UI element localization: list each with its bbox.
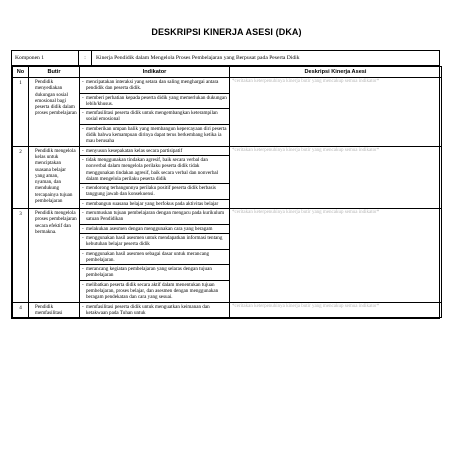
indicator-item: - melibatkan peserta didik secara aktif dalam menentukan tujuan pembelajaran, proses belajar, dan asesmen dengan menggunakan beragam pendekatan dan cara yang sesuai. (80, 281, 229, 302)
document-title: DESKRIPSI KINERJA ASESI (DKA) (151, 27, 302, 37)
dka-table-container (11, 50, 440, 319)
row-indicators (80, 209, 230, 303)
row-deskripsi-placeholder[interactable]: *ceritakan keterpenuhinya kinerja butir yang mencakup semua indikator* (230, 209, 442, 303)
table-row (13, 302, 442, 318)
component-text: Kinerja Pendidik dalam Mengelola Proses Pembelajaran yang Berpusat pada Peserta Didik (96, 55, 300, 61)
indicator-item: - memfasilitasi peserta didik untuk menguatkan keimanan dan ketakwaan pada Tuhan untuk (80, 303, 229, 318)
row-indicators (80, 146, 230, 208)
component-row (12, 51, 439, 66)
row-butir: Pendidik mengelola kelas untuk menciptakan suasana belajar yang aman, nyaman, dan mendukung tercapainya tujuan pembelajaran (29, 146, 80, 208)
header-no: No (13, 67, 29, 78)
indicator-item: - menggunakan hasil asesmen untuk mendapatkan informasi tentang kebutuhan belajar peserta didik (80, 234, 229, 250)
indicator-item: - memberi perhatian kepada peserta didik yang memerlukan dukungan lebih/khusus. (80, 94, 229, 110)
row-butir: Pendidik memfasilitasi (29, 302, 80, 318)
indicator-item: - tidak menggunakan tindakan agresif, baik secara verbal dan nonverbal dalam mengelola perilaku peserta didik tidak menggunakan tindakan agresif, baik secara verbal dan nonverbal dalam mengelola perilaku peserta didik (80, 156, 229, 184)
row-indicators (80, 302, 230, 318)
indicator-item: - mendorong terbangunnya perilaku positif peserta didik berbasis tanggung jawab dan konsekuensi. (80, 184, 229, 200)
row-deskripsi-placeholder[interactable]: *ceritakan keterpenuhinya kinerja butir yang mencakup semua indikator* (230, 78, 442, 147)
header-deskripsi: Deskripsi Kinerja Asesi (230, 67, 442, 78)
row-number: 2 (13, 146, 29, 208)
indicator-item: - mencipatakan interaksi yang setara dan saling menghargai antara pendidik dan peserta didik. (80, 78, 229, 94)
table-row (13, 146, 442, 208)
row-deskripsi-placeholder[interactable]: *ceritakan keterpenuhinya kinerja butir yang mencakup semua indikator* (230, 146, 442, 208)
row-number: 4 (13, 302, 29, 318)
row-number: 1 (13, 78, 29, 147)
table-header-row (13, 67, 442, 78)
row-deskripsi-placeholder[interactable]: *ceritakan keterpenuhinya kinerja butir yang mencakup semua indikator* (230, 302, 442, 318)
indicator-item: - membangun suasana belajar yang berfokus pada aktivitas belajar (80, 200, 229, 208)
indicator-item: - merumuskan tujuan pembelajaran dengan mengacu pada kurikulum satuan Pendidikan (80, 209, 229, 225)
indicator-item: - menggunakan hasil asesmen sebagai dasar untuk merancang pembelajaran. (80, 250, 229, 266)
indicator-item: - memfasilitasi peserta didik untuk mengembangkan keterampilan sosial emosional (80, 109, 229, 125)
header-indikator: Indikator (80, 67, 230, 78)
row-indicators (80, 78, 230, 147)
indicator-item: - merancang kegiatan pembelajaran yang selaras dengan tujuan pembelajaran (80, 265, 229, 281)
indicator-item: - menyusun kesepakatan kelas secara partisipatif (80, 147, 229, 156)
row-butir: Pendidik mengelola proses pembelajaran secara efektif dan bermakna. (29, 209, 80, 303)
row-number: 3 (13, 209, 29, 303)
row-butir: Pendidik menyediakan dukungan sosial emosional bagi peserta didik dalam proses pembelajaran (29, 78, 80, 147)
indicator-item: - memberikan umpan balik yang membangun kepercayaan diri peserta didik bahwa kemampuan dirinya dapat terus berkembang ketika ia mau berusaha (80, 125, 229, 146)
dka-table (12, 66, 442, 318)
header-butir: Butir (29, 67, 80, 78)
component-colon: : (79, 51, 92, 65)
table-row (13, 78, 442, 147)
component-label: Komponen 1 (12, 51, 79, 65)
table-row (13, 209, 442, 303)
indicator-item: - melakukan asesmen dengan menggunakan cara yang beragam (80, 225, 229, 234)
